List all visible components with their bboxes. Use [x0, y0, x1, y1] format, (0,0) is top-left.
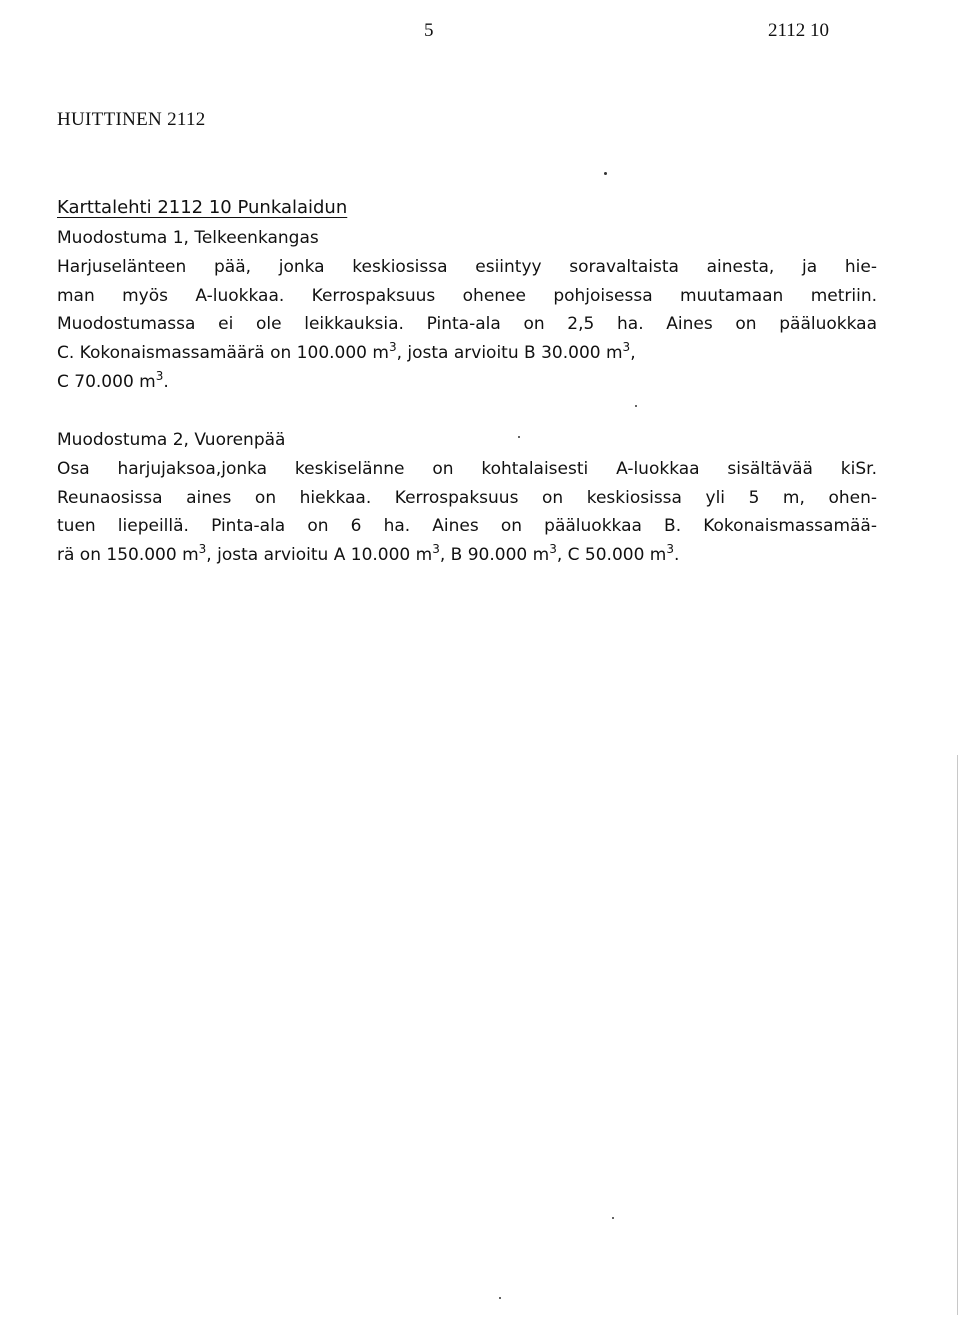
sheet-code: 2112 10 [768, 20, 830, 41]
formation-1-line-4: C. Kokonaismassamäärä on 100.000 $m^3$, josta arvioitu B 30.000 $m^3$, [57, 340, 636, 364]
formation-1-line-3: Muodostumassa ei ole leikkauksia. Pinta-ala on 2,5 ha. Aines on pääluokkaa [57, 314, 877, 335]
formation-2 [57, 426, 877, 570]
formation-1 [57, 224, 877, 397]
formation-2-line-2: Reunaosissa aines on hiekkaa. Kerrospaksuus on keskiosissa yli 5 m, ohen- [57, 487, 877, 508]
region-heading: HUITTINEN 2112 [57, 109, 206, 130]
scan-edge-line [957, 755, 958, 1315]
formation-1-line-1: Harjuselänteen pää, jonka keskiosissa esiintyy soravaltaista ainesta, ja hie- [57, 256, 877, 277]
scan-speck [612, 1217, 614, 1219]
formation-2-line-3: tuen liepeillä. Pinta-ala on 6 ha. Aines on pääluokkaa B. Kokonaismassamää- [57, 516, 877, 537]
map-sheet-title: Karttalehti 2112 10 Punkalaidun [57, 197, 348, 218]
scan-speck [499, 1297, 501, 1299]
formation-1-line-2: man myös A-luokkaa. Kerrospaksuus ohenee pohjoisessa muutamaan metriin. [57, 285, 877, 306]
scan-speck [604, 172, 607, 175]
scan-speck [635, 405, 637, 407]
formation-2-line-4: rä on 150.000 $m^3$, josta arvioitu A 10.000 $m^3$, B 90.000 $m^3$, C 50.000 $m^3$. [57, 542, 680, 566]
formation-1-line-5: C 70.000 $m^3$. [57, 368, 169, 392]
formation-2-title: Muodostuma 2, Vuorenpää [57, 430, 286, 450]
formation-2-line-1: Osa harjujaksoa,jonka keskiselänne on kohtalaisesti A-luokkaa sisältävää kiSr. [57, 458, 877, 479]
scan-speck [518, 436, 520, 438]
formation-1-title: Muodostuma 1, Telkeenkangas [57, 228, 319, 248]
page-number: 5 [424, 20, 434, 41]
